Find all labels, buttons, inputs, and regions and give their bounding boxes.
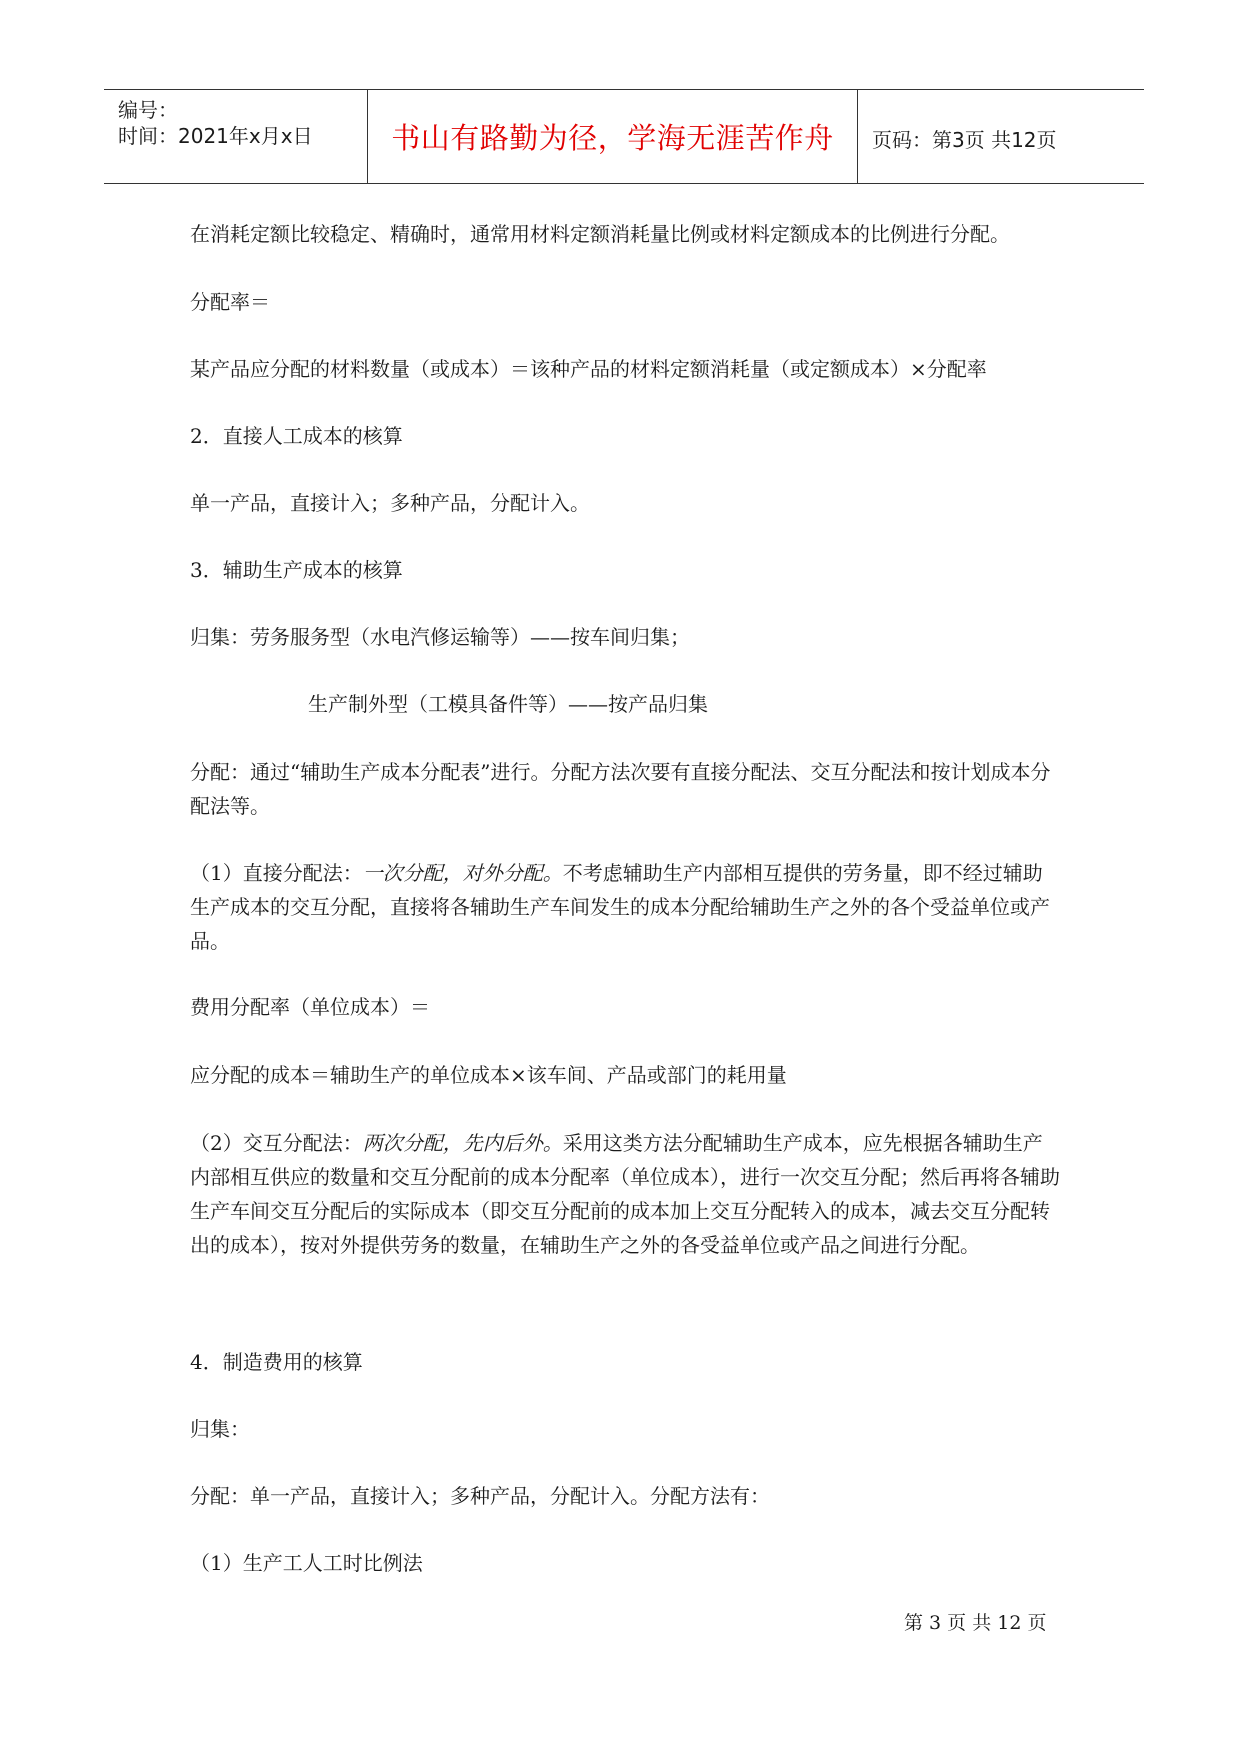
- paragraph-collection-product: 生产制外型（工模具备件等）——按产品归集: [308, 692, 708, 716]
- document-header: [104, 89, 1144, 184]
- direct-allocation-emphasis: 一次分配，对外分配。: [362, 861, 563, 885]
- header-page-info: 页码：第3页 共12页: [872, 128, 1057, 152]
- page-footer: 第 3 页 共 12 页: [904, 1612, 1047, 1634]
- direct-allocation-text: 不考虑辅助生产内部相互提供的劳务量，即不经过辅助生产成本的交互分配，直接将各辅助生产车间发生的成本分配给辅助生产之外的各个受益单位或产品。: [190, 861, 1050, 953]
- document-time-label: 时间：2021年x月x日: [118, 124, 313, 148]
- header-right-cell: [858, 90, 1144, 183]
- paragraph-material-formula: 某产品应分配的材料数量（或成本）＝该种产品的材料定额消耗量（或定额成本）×分配率: [190, 357, 987, 381]
- direct-allocation-label: （1）直接分配法：: [190, 861, 363, 885]
- paragraph-overhead-collection: 归集：: [190, 1417, 250, 1441]
- header-middle-cell: [368, 90, 858, 183]
- paragraph-reciprocal-allocation: [190, 1126, 1060, 1262]
- header-motto: 书山有路勤为径，学海无涯苦作舟: [391, 121, 834, 155]
- paragraph-cost-formula: 应分配的成本＝辅助生产的单位成本×该车间、产品或部门的耗用量: [190, 1063, 787, 1087]
- heading-direct-labor: 2．直接人工成本的核算: [190, 424, 403, 448]
- heading-manufacturing-overhead: 4．制造费用的核算: [190, 1350, 363, 1374]
- document-number-label: 编号：: [118, 98, 178, 122]
- reciprocal-allocation-text: 采用这类方法分配辅助生产成本，应先根据各辅助生产内部相互供应的数量和交互分配前的成本分配率（单位成本），进行一次交互分配；然后再将各辅助生产车间交互分配后的实际成本（即交互分配前的成本加上交互分配转入的成本，减去交互分配转出的成本），按对外提供劳务的数量，在辅助生产之外的各受益单位或产品之间进行分配。: [190, 1131, 1060, 1257]
- paragraph-expense-rate: 费用分配率（单位成本）＝: [190, 995, 430, 1019]
- header-left-cell: [104, 90, 368, 183]
- reciprocal-allocation-emphasis: 两次分配，先内后外。: [362, 1131, 563, 1155]
- paragraph-direct-labor: 单一产品，直接计入；多种产品，分配计入。: [190, 491, 590, 515]
- heading-auxiliary-production: 3．辅助生产成本的核算: [190, 558, 403, 582]
- paragraph-collection-service: 归集：劳务服务型（水电汽修运输等）——按车间归集；: [190, 625, 690, 649]
- paragraph-quota-ratio: 在消耗定额比较稳定、精确时，通常用材料定额消耗量比例或材料定额成本的比例进行分配。: [190, 222, 1010, 246]
- paragraph-allocation-rate: 分配率＝: [190, 290, 270, 314]
- paragraph-labor-hours-method: （1）生产工人工时比例法: [190, 1551, 423, 1575]
- reciprocal-allocation-label: （2）交互分配法：: [190, 1131, 363, 1155]
- paragraph-allocation-table: 分配：通过“辅助生产成本分配表”进行。分配方法次要有直接分配法、交互分配法和按计划成本分配法等。: [190, 760, 1051, 818]
- paragraph-overhead-allocation: 分配：单一产品，直接计入；多种产品，分配计入。分配方法有：: [190, 1484, 770, 1508]
- paragraph-direct-allocation: [190, 856, 1060, 958]
